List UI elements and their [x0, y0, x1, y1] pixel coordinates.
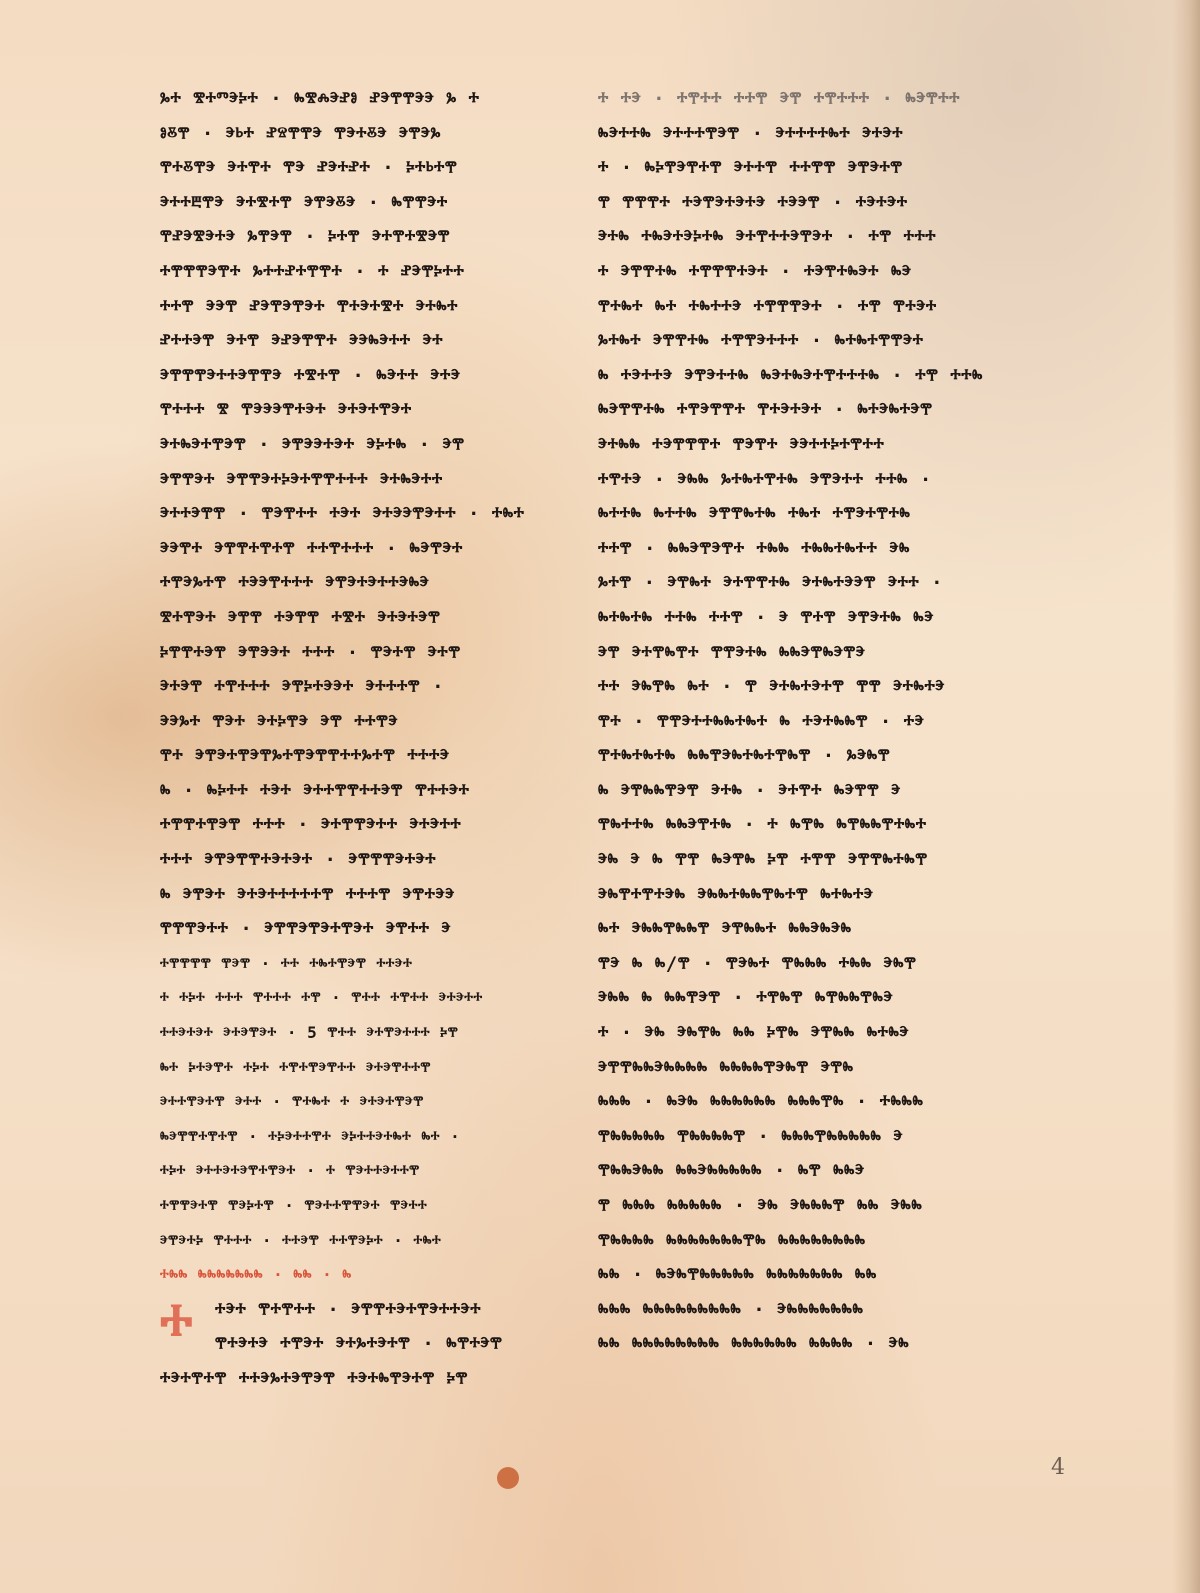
- text-line: ⰹⰰⰰⰰ ⰺ ⰹⰵⰵⰵⰹⰰⰵⰰ ⰵⰰⰵⰰⰹⰵⰰ: [160, 399, 412, 422]
- text-line: ⰵⰰⰰⰱⰹⰵ ⰵⰰⰺⰰⰹ ⰵⰹⰵⰻⰵ · ⰸⰹⰹⰵⰰ: [160, 191, 448, 214]
- ink-stain: [497, 1467, 519, 1489]
- text-line: ⰰⰹⰹⰰⰹⰵⰹ ⰰⰰⰰ · ⰵⰰⰹⰹⰵⰰⰰ ⰵⰰⰵⰰⰰ: [160, 814, 462, 837]
- text-line: ⰵⰹⰹⰵⰰ ⰵⰹⰹⰵⰰⰽⰵⰰⰹⰹⰰⰰⰰ ⰵⰰⰸⰵⰰⰰ: [160, 468, 443, 491]
- text-line: ⰰⰹⰰⰵ · ⰵⰸⰸ ⰳⰰⰸⰰⰹⰰⰸ ⰵⰹⰵⰰⰰ ⰰⰰⰸ ·: [598, 468, 932, 491]
- text-line: ⰵⰰⰸⰸ ⰰⰵⰹⰹⰹⰰ ⰹⰵⰹⰰ ⰵⰵⰰⰰⰽⰰⰹⰰⰰ: [598, 433, 885, 456]
- decorated-initial: ⰰ: [160, 1289, 193, 1360]
- text-line: ⰸⰵⰹⰹⰰⰹⰰⰹ · ⰰⰽⰵⰰⰰⰹⰰ ⰵⰽⰰⰰⰵⰰⰸⰰ ⰸⰰ ·: [160, 1126, 461, 1146]
- text-line: ⰰⰹⰹⰹⰵⰹⰰ ⰳⰰⰰⱀⰰⰹⰹⰰ · ⰰ ⱀⰵⰹⰽⰰⰰ: [160, 260, 465, 283]
- text-line: ⰰⰰⰰ ⰵⰹⰵⰹⰹⰰⰵⰰⰵⰰ · ⰵⰹⰹⰹⰵⰰⰵⰰ: [160, 849, 437, 872]
- text-line: ⰸⰰ ⰽⰰⰵⰹⰰ ⰰⰽⰰ ⰰⰹⰰⰹⰵⰹⰰⰰ ⰵⰰⰵⰹⰰⰰⰹ: [160, 1057, 431, 1077]
- text-line: ⰵⰹⰹⰸⰸⰵⰸⰸⰸⰸ ⰸⰸⰸⰸⰹⰵⰸⰹ ⰵⰹⰸ: [598, 1056, 854, 1079]
- text-line: ⰽⰹⰹⰰⰵⰹ ⰵⰹⰵⰵⰰ ⰰⰰⰰ · ⰹⰵⰰⰹ ⰵⰰⰹ: [160, 641, 461, 664]
- text-line: ⱀⰰⰰⰵⰹ ⰵⰰⰹ ⰵⱀⰵⰹⰹⰰ ⰵⰵⰸⰵⰰⰰ ⰵⰰ: [160, 330, 444, 353]
- text-line: ⰹ ⰹⰹⰹⰰ ⰰⰵⰹⰵⰰⰵⰰⰵ ⰰⰵⰵⰹ · ⰰⰵⰰⰵⰰ: [598, 191, 908, 214]
- text-line: ⰸⰰ ⰵⰸⰸⰹⰸⰸⰹ ⰵⰹⰸⰸⰰ ⰸⰸⰵⰸⰵⰸ: [598, 918, 852, 941]
- text-line: ⰹⰰ ⰵⰹⰵⰰⰹⰵⰹⰳⰰⰹⰵⰹⰹⰰⰰⰳⰰⰹ ⰰⰰⰰⰵ: [160, 745, 450, 768]
- text-line: ⰸⰰⰸⰰⰸ ⰰⰰⰸ ⰰⰰⰹ · ⰵ ⰹⰰⰹ ⰵⰹⰵⰰⰸ ⰸⰵ: [598, 606, 934, 629]
- text-line: ⰳⰰⰸⰰ ⰵⰹⰹⰰⰸ ⰰⰹⰹⰵⰰⰰⰰ · ⰸⰰⰸⰰⰹⰹⰵⰰ: [598, 330, 924, 353]
- left-text-column: [160, 82, 570, 1397]
- text-line: ⰵⰹⰵⰰⰽ ⰹⰰⰰⰰ · ⰰⰰⰵⰹ ⰰⰰⰹⰵⰽⰰ · ⰰⰸⰰ: [160, 1230, 442, 1250]
- text-line: ⰸ · ⰸⰽⰰⰰ ⰰⰵⰰ ⰵⰰⰰⰹⰹⰰⰰⰵⰹ ⰹⰰⰰⰵⰰ: [160, 779, 470, 802]
- text-line: ⰺⰰⰹⰵⰰ ⰵⰹⰹ ⰰⰵⰹⰹ ⰰⰺⰰ ⰵⰰⰵⰰⰵⰹ: [160, 606, 441, 629]
- text-line: ⰰⰹⰹⰹⰹ ⰹⰵⰹ · ⰰⰰ ⰰⰸⰰⰹⰵⰹ ⰰⰰⰵⰰ: [160, 953, 413, 973]
- text-line: ⰸ ⰵⰹⰸⰸⰹⰵⰹ ⰵⰰⰸ · ⰵⰰⰹⰰ ⰸⰵⰹⰹ ⰵ: [598, 779, 901, 802]
- text-line: ⰹⰵ ⰸ ⰸ/ⰹ · ⰹⰵⰸⰰ ⰹⰸⰸⰸ ⰰⰸⰸ ⰵⰸⰹ: [598, 952, 917, 975]
- text-line: ⰰ ⰵⰹⰹⰰⰸ ⰰⰹⰹⰹⰰⰵⰰ · ⰰⰵⰹⰰⰸⰵⰰ ⰸⰵ: [598, 260, 912, 283]
- text-line: ⰹⰸⰸⰵⰸⰸ ⰸⰸⰵⰸⰸⰸⰸⰸ · ⰸⰹ ⰸⰸⰵ: [598, 1160, 865, 1183]
- text-line: ⰸⰸ · ⰸⰵⰸⰹⰸⰸⰸⰸⰸ ⰸⰸⰸⰸⰸⰸⰸ ⰸⰸ: [598, 1264, 877, 1287]
- right-text-column: [598, 82, 1013, 1362]
- text-line: ⰹⰹⰹⰵⰰⰰ · ⰵⰹⰹⰵⰹⰵⰰⰹⰵⰰ ⰵⰹⰰⰰ ⰵ: [160, 918, 452, 941]
- text-line: ⰵⰵⰹⰰ ⰵⰹⰹⰰⰹⰰⰹ ⰰⰰⰹⰰⰰⰰ · ⰸⰵⰹⰵⰰ: [160, 537, 463, 560]
- text-line: ⰸ ⰰⰵⰰⰰⰵ ⰵⰹⰵⰰⰰⰸ ⰸⰵⰰⰸⰵⰰⰹⰰⰰⰰⰸ · ⰰⰹ ⰰⰰⰸ: [598, 364, 983, 387]
- text-line: ⰵⰹ ⰵⰰⰹⰸⰹⰰ ⰹⰹⰵⰰⰸ ⰸⰸⰵⰹⰸⰵⰹⰵ: [598, 641, 866, 664]
- text-line: ⰸⰵⰰⰰⰸ ⰵⰰⰰⰰⰹⰵⰹ · ⰵⰰⰰⰰⰰⰸⰰ ⰵⰰⰵⰰ: [598, 122, 904, 145]
- page-edge: [1172, 0, 1200, 1593]
- text-line: ⰰ ⰰⰽⰰ ⰰⰰⰰ ⰹⰰⰰⰰ ⰰⰹ · ⰹⰰⰰ ⰰⰹⰰⰰ ⰵⰰⰵⰰⰰ: [160, 988, 483, 1008]
- text-line: ⰵⰹⰹⰹⰵⰰⰰⰵⰹⰹⰵ ⰰⰺⰰⰹ · ⰸⰵⰰⰰ ⰵⰰⰵ: [160, 364, 461, 387]
- text-line: ⰵⰸⰹⰰⰹⰰⰵⰸ ⰵⰸⰸⰰⰸⰸⰹⰸⰰⰹ ⰸⰰⰸⰰⰵ: [598, 883, 874, 906]
- text-line: ⰹⱀⰵⰺⰵⰰⰵ ⰳⰹⰵⰹ · ⰽⰰⰹ ⰵⰰⰹⰰⰺⰵⰹ: [160, 226, 451, 249]
- text-line: ⰵⰰⰸ ⰰⰸⰵⰰⰵⰽⰰⰸ ⰵⰰⰹⰰⰰⰵⰹⰵⰰ · ⰰⰹ ⰰⰰⰰ: [598, 226, 937, 249]
- text-line: ⰹⰸⰸⰸⰸⰸ ⰹⰸⰸⰸⰸⰹ · ⰸⰸⰸⰹⰸⰸⰸⰸⰸ ⰵ: [598, 1125, 903, 1148]
- text-line: ⰹⰰ · ⰹⰹⰵⰰⰰⰸⰸⰰⰸⰰ ⰸ ⰰⰵⰰⰸⰸⰹ · ⰰⰵ: [598, 710, 925, 733]
- text-line: ⰹⰸⰰⰰⰸ ⰸⰸⰵⰹⰰⰸ · ⰰ ⰸⰹⰸ ⰸⰹⰸⰸⰹⰰⰸⰰ: [598, 814, 927, 837]
- text-line: ⰰⰰ ⰵⰸⰹⰸ ⰸⰰ · ⰹ ⰵⰰⰸⰰⰵⰰⰹ ⰹⰹ ⰵⰰⰸⰰⰵ: [598, 676, 945, 699]
- text-line: ⰵⰰⰸⰵⰰⰹⰵⰹ · ⰵⰹⰵⰵⰰⰵⰰ ⰵⰽⰰⰸ · ⰵⰹ: [160, 433, 465, 456]
- text-line: ⰳⰰⰹ · ⰵⰹⰸⰰ ⰵⰰⰹⰹⰰⰸ ⰵⰰⰸⰰⰵⰵⰹ ⰵⰰⰰ ·: [598, 572, 944, 595]
- text-line: ⰸ ⰵⰹⰵⰰ ⰵⰰⰵⰰⰰⰰⰰⰰⰹ ⰰⰰⰰⰹ ⰵⰹⰰⰵⰵ: [160, 883, 455, 906]
- text-line: ⱁⰻⰹ · ⰵⱃⰰ ⱀⱄⰹⰹⰵ ⰹⰵⰰⰻⰵ ⰵⰹⰵⰳ: [160, 122, 441, 145]
- text-line: ⰵⰰⰵⰹ ⰰⰹⰰⰰⰰ ⰵⰹⰽⰰⰵⰵⰰ ⰵⰰⰰⰰⰹ ·: [160, 676, 445, 699]
- text-line: ⰸⰸⰸ ⰸⰸⰸⰸⰸⰸⰸⰸⰸ · ⰵⰸⰸⰸⰸⰸⰸⰸ: [598, 1298, 864, 1321]
- text-line: ⰸⰵⰹⰹⰰⰸ ⰰⰹⰵⰹⰹⰰ ⰹⰰⰵⰰⰵⰰ · ⰸⰰⰵⰸⰰⰵⰹ: [598, 399, 933, 422]
- text-line: ⰵⰰⰰⰹⰵⰰⰹ ⰵⰰⰰ · ⰹⰰⰸⰰ ⰰ ⰵⰰⰵⰰⰹⰵⰹ: [160, 1092, 424, 1112]
- text-line: ⰰⰰⰵⰰⰵⰰ ⰵⰰⰵⰹⰵⰰ · 5 ⰹⰰⰰ ⰵⰰⰹⰵⰰⰰⰰ ⰽⰹ: [160, 1023, 459, 1043]
- text-line: ⰹ ⰸⰸⰸ ⰸⰸⰸⰸⰸ · ⰵⰸ ⰵⰸⰸⰸⰹ ⰸⰸ ⰵⰸⰸ: [598, 1195, 923, 1217]
- text-line: ⰹⰰⰻⰹⰵ ⰵⰰⰹⰰ ⰹⰵ ⱀⰵⰰⱀⰰ · ⰽⰰⱃⰰⰹ: [160, 157, 458, 180]
- text-line: ⰰⰹⰵⰳⰰⰹ ⰰⰵⰵⰹⰰⰰⰰ ⰵⰹⰵⰰⰵⰰⰰⰵⰸⰵ: [160, 572, 430, 595]
- text-line: ⰰⰽⰰ ⰵⰰⰰⰵⰰⰵⰹⰰⰹⰵⰰ · ⰰ ⰹⰵⰰⰰⰵⰰⰰⰹ: [160, 1161, 420, 1181]
- initial-paragraph: [160, 1289, 570, 1397]
- text-line: ⰹⰰⰵⰰⰵ ⰰⰹⰵⰰ ⰵⰰⰳⰰⰵⰰⰹ · ⰸⰹⰰⰵⰹ: [215, 1333, 503, 1356]
- text-line: ⰳⰰ ⰺⰰⱅⰵⰽⰰ · ⰸⰺⰾⰵⱀⱁ ⱀⰵⰹⰹⰵⰵ ⰳ ⰰ: [160, 88, 480, 110]
- text-line: ⰵⰰⰰⰵⰹⰹ · ⰹⰵⰹⰰⰰ ⰰⰵⰰ ⰵⰰⰵⰵⰹⰵⰰⰰ · ⰰⰸⰰ: [160, 503, 525, 526]
- text-line: ⰵⰵⰳⰰ ⰹⰵⰰ ⰵⰰⰽⰹⰵ ⰵⰹ ⰰⰰⰹⰵ: [160, 710, 399, 733]
- text-line: ⰹⰰⰸⰰⰸⰰⰸ ⰸⰸⰹⰵⰸⰰⰸⰰⰹⰸⰹ · ⰳⰵⰸⰹ: [598, 745, 891, 768]
- text-line: ⰸⰸⰸ · ⰸⰵⰸ ⰸⰸⰸⰸⰸⰸ ⰸⰸⰸⰹⰸ · ⰰⰸⰸⰸ: [598, 1091, 924, 1114]
- text-line: ⰰ · ⰵⰸ ⰵⰸⰹⰸ ⰸⰸ ⰽⰹⰸ ⰵⰹⰸⰸ ⰸⰰⰸⰵ: [598, 1022, 910, 1045]
- text-line: ⰰⰰⰹ ⰵⰵⰹ ⱀⰵⰹⰵⰹⰵⰰ ⰹⰰⰵⰰⰺⰰ ⰵⰰⰸⰰ: [160, 295, 459, 318]
- text-line: ⰰ ⰰⰵ · ⰰⰹⰰⰰ ⰰⰰⰹ ⰵⰹ ⰰⰹⰰⰰⰰ · ⰸⰵⰹⰰⰰ: [598, 88, 960, 110]
- rubric-line: ⰰⰸⰸ ⰸⰸⰸⰸⰸⰸⰸ · ⰸⰸ · ⰸ: [160, 1265, 352, 1285]
- text-line: ⰰⰵⰰ ⰹⰰⰹⰰⰰ · ⰵⰹⰹⰰⰵⰰⰹⰵⰰⰰⰵⰰ: [215, 1298, 482, 1321]
- text-line: ⰰⰵⰰⰹⰰⰹ ⰰⰰⰵⰳⰰⰵⰹⰵⰹ ⰰⰵⰰⰸⰹⰵⰰⰹ ⰽⰹ: [160, 1367, 468, 1390]
- text-line: ⰵⰸ ⰵ ⰸ ⰹⰹ ⰸⰵⰹⰸ ⰽⰹ ⰰⰹⰹ ⰵⰹⰹⰸⰰⰸⰹ: [598, 849, 928, 872]
- text-line: ⰰⰰⰹ · ⰸⰸⰵⰹⰵⰹⰰ ⰰⰸⰸ ⰰⰸⰸⰰⰸⰰⰰ ⰵⰸ: [598, 537, 910, 560]
- text-line: ⰸⰰⰰⰸ ⰸⰰⰰⰸ ⰵⰹⰹⰸⰰⰸ ⰰⰸⰰ ⰰⰹⰵⰰⰹⰰⰸ: [598, 503, 911, 526]
- text-line: ⰹⰰⰸⰰ ⰸⰰ ⰰⰸⰰⰰⰵ ⰰⰹⰹⰹⰵⰰ · ⰰⰹ ⰹⰰⰵⰰ: [598, 295, 937, 318]
- text-line: ⰰⰹⰹⰵⰰⰹ ⰹⰵⰽⰰⰹ · ⰹⰵⰰⰰⰹⰹⰵⰰ ⰹⰵⰰⰰ: [160, 1196, 428, 1215]
- text-line: ⰸⰸ ⰸⰸⰸⰸⰸⰸⰸⰸ ⰸⰸⰸⰸⰸⰸ ⰸⰸⰸⰸ · ⰵⰸ: [598, 1333, 910, 1356]
- text-line: ⰵⰸⰸ ⰸ ⰸⰸⰹⰵⰹ · ⰰⰹⰸⰹ ⰸⰹⰸⰸⰹⰸⰵ: [598, 987, 894, 1010]
- folio-mark: 4: [1051, 1455, 1065, 1480]
- text-line: ⰹⰸⰸⰸⰸ ⰸⰸⰸⰸⰸⰸⰸⰹⰸ ⰸⰸⰸⰸⰸⰸⰸⰸ: [598, 1229, 866, 1252]
- text-line: ⰰ · ⰸⰽⰹⰵⰹⰰⰹ ⰵⰰⰰⰹ ⰰⰰⰹⰹ ⰵⰹⰵⰰⰹ: [598, 157, 903, 180]
